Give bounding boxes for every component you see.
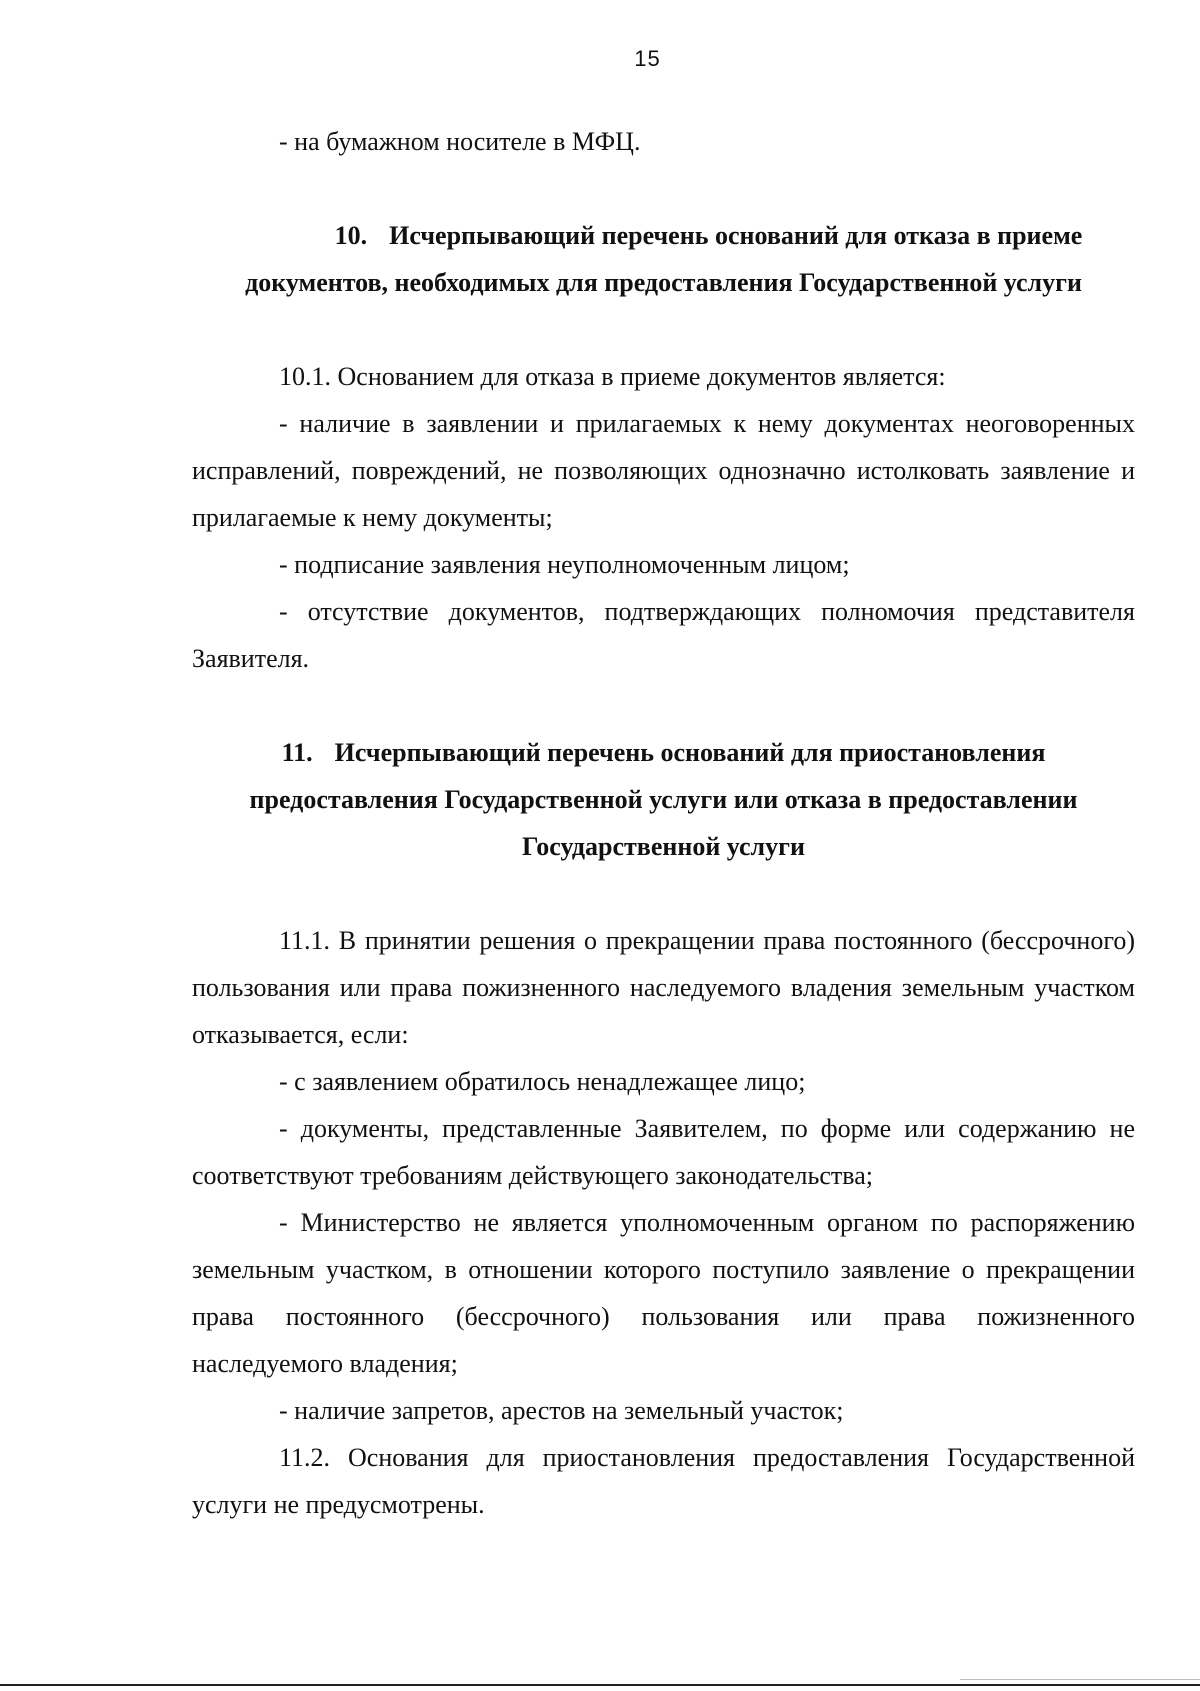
section-11-item-2: - документы, представленные Заявителем, по форме или содержанию не соответствуют требованиям действующего законодательства;	[192, 1114, 1135, 1190]
section-10-number: 10.	[334, 221, 368, 250]
section-10-item-2: - подписание заявления неуполномоченным лицом;	[279, 550, 850, 579]
section-10-heading	[192, 212, 1135, 306]
section-11-title: Исчерпывающий перечень оснований для приостановления предоставления Государственной услуги или отказа в предоставлении Государственной услуги	[249, 738, 1078, 861]
intro-line: - на бумажном носителе в МФЦ.	[279, 127, 641, 156]
section-10-item-3: - отсутствие документов, подтверждающих полномочия представителя Заявителя.	[192, 597, 1135, 673]
scan-edge-line	[960, 1679, 1200, 1680]
section-11-number: 11.	[281, 738, 313, 767]
section-10-1-paragraph: 10.1. Основанием для отказа в приеме документов является:	[279, 362, 946, 391]
section-11-heading	[192, 729, 1135, 870]
section-11-2-paragraph: 11.2. Основания для приостановления предоставления Государственной услуги не предусмотрены.	[192, 1443, 1135, 1519]
section-10-title: Исчерпывающий перечень оснований для отказа в приеме документов, необходимых для предоставления Государственной услуги	[245, 221, 1083, 297]
section-10-item-1: - наличие в заявлении и прилагаемых к нему документах неоговоренных исправлений, повреждений, не позволяющих однозначно истолковать заявление и прилагаемые к нему документы;	[192, 409, 1135, 532]
document-body	[192, 118, 1135, 1528]
page-bottom-rule	[0, 1684, 1200, 1686]
section-11-item-3: - Министерство не является уполномоченным органом по распоряжению земельным участком, в отношении которого поступило заявление о прекращении права постоянного (бессрочного) пользования или права пожизненного наследуемого владения;	[192, 1208, 1135, 1378]
page-number: 15	[634, 46, 661, 71]
section-11-item-1: - с заявлением обратилось ненадлежащее лицо;	[279, 1067, 806, 1096]
section-11-item-4: - наличие запретов, арестов на земельный участок;	[279, 1396, 844, 1425]
section-11-1-paragraph: 11.1. В принятии решения о прекращении права постоянного (бессрочного) пользования или права пожизненного наследуемого владения земельным участком отказывается, если:	[192, 926, 1135, 1049]
